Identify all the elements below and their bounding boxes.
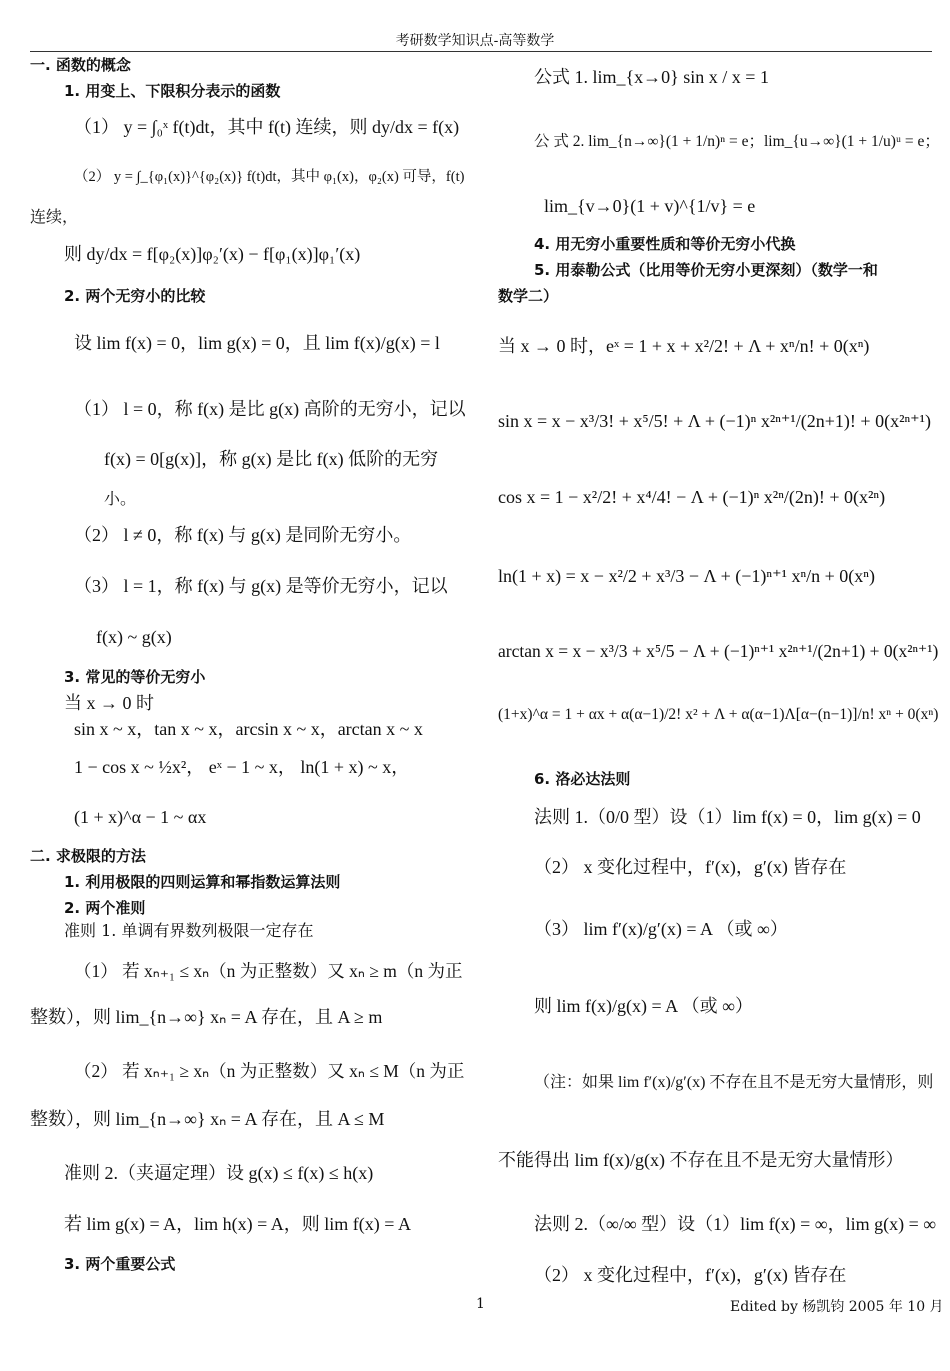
text-line: 准则 2.（夹逼定理）设 g(x) ≤ f(x) ≤ h(x)	[64, 1163, 374, 1183]
heading-line: 3. 两个重要公式	[64, 1255, 176, 1273]
text-line: arctan x = x − x³/3 + x⁵/5 − Λ + (−1)ⁿ⁺¹ x²ⁿ⁺¹/(2n+1) + 0(x²ⁿ⁺¹)	[498, 641, 939, 661]
text-line: 法则 1.（0/0 型）设（1）lim f(x) = 0，lim g(x) = 0	[534, 807, 921, 827]
footer-editor: Edited by 杨凯钧 2005 年 10 月	[730, 1299, 944, 1315]
text-line: f(x) ~ g(x)	[96, 627, 172, 647]
heading-line: 二. 求极限的方法	[30, 847, 146, 865]
heading-line: 4. 用无穷小重要性质和等价无穷小代换	[534, 235, 796, 253]
heading-line: 2. 两个准则	[64, 899, 146, 917]
text-line: （2） 若 xₙ₊₁ ≥ xₙ（n 为正整数）又 xₙ ≤ M（n 为正	[74, 1061, 465, 1081]
text-line: lim_{v→0}(1 + v)^{1/v} = e	[544, 196, 756, 216]
page-number: 1	[476, 1296, 485, 1312]
text-line: ln(1 + x) = x − x²/2 + x³/3 − Λ + (−1)ⁿ⁺¹ xⁿ/n + 0(xⁿ)	[498, 566, 875, 586]
text-line: 公 式 2. lim_{n→∞}(1 + 1/n)ⁿ = e；lim_{u→∞}(1 + 1/u)ᵘ = e；	[534, 133, 940, 150]
text-line: （2） x 变化过程中，f′(x)，g′(x) 皆存在	[534, 857, 847, 877]
heading-line: 3. 常见的等价无穷小	[64, 668, 206, 686]
text-line: （注：如果 lim f′(x)/g′(x) 不存在且不是无穷大量情形，则	[534, 1074, 934, 1091]
text-line: (1 + x)^α − 1 ~ αx	[74, 807, 207, 827]
text-line: 设 lim f(x) = 0，lim g(x) = 0，且 lim f(x)/g(x) = l	[74, 333, 440, 353]
text-line: 连续，	[30, 207, 79, 226]
heading-line: 1. 利用极限的四则运算和幂指数运算法则	[64, 873, 341, 891]
text-line: (1+x)^α = 1 + αx + α(α−1)/2! x² + Λ + α(α−1)Λ[α−(n−1)]/n! xⁿ + 0(xⁿ)	[498, 706, 939, 723]
text-line: 不能得出 lim f(x)/g(x) 不存在且不是无穷大量情形）	[498, 1150, 904, 1170]
heading-line: 一. 函数的概念	[30, 56, 131, 74]
text-line: 1 − cos x ~ ½x²， eˣ − 1 ~ x， ln(1 + x) ~ x，	[74, 757, 410, 777]
text-line: 法则 2.（∞/∞ 型）设（1）lim f(x) = ∞，lim g(x) = ∞	[534, 1214, 937, 1234]
text-line: （2） l ≠ 0，称 f(x) 与 g(x) 是同阶无穷小。	[74, 525, 412, 545]
text-line: cos x = 1 − x²/2! + x⁴/4! − Λ + (−1)ⁿ x²ⁿ/(2n)! + 0(x²ⁿ)	[498, 487, 886, 507]
text-line: 整数），则 lim_{n→∞} xₙ = A 存在，且 A ≤ M	[30, 1109, 385, 1129]
text-line: （2） x 变化过程中，f′(x)，g′(x) 皆存在	[534, 1265, 847, 1285]
text-line: sin x ~ x，tan x ~ x，arcsin x ~ x，arctan x ~ x	[74, 719, 423, 739]
text-line: 准则 1. 单调有界数列极限一定存在	[64, 921, 314, 940]
heading-line: 5. 用泰勒公式（比用等价无穷小更深刻）（数学一和	[534, 261, 878, 279]
text-line: 则 lim f(x)/g(x) = A （或 ∞）	[534, 996, 753, 1016]
page-header: 考研数学知识点-高等数学	[395, 33, 555, 49]
text-line: 若 lim g(x) = A，lim h(x) = A，则 lim f(x) = A	[64, 1214, 411, 1234]
text-line: （1） 若 xₙ₊₁ ≤ xₙ（n 为正整数）又 xₙ ≥ m（n 为正	[74, 961, 463, 981]
text-line: （2） y = ∫_{φ₁(x)}^{φ₂(x)} f(t)dt，其中 φ₁(x)，φ₂(x) 可导，f(t)	[74, 169, 465, 185]
header-rule	[30, 51, 932, 52]
text-line: sin x = x − x³/3! + x⁵/5! + Λ + (−1)ⁿ x²ⁿ⁺¹/(2n+1)! + 0(x²ⁿ⁺¹)	[498, 411, 932, 431]
text-line: 小。	[104, 489, 137, 508]
text-line: （1） l = 0，称 f(x) 是比 g(x) 高阶的无穷小，记以	[74, 399, 466, 419]
text-line: 当 x → 0 时，eˣ = 1 + x + x²/2! + Λ + xⁿ/n! + 0(xⁿ)	[498, 336, 870, 356]
heading-line: 2. 两个无穷小的比较	[64, 287, 206, 305]
text-line: 公式 1. lim_{x→0} sin x / x = 1	[534, 67, 769, 87]
text-line: f(x) = 0[g(x)]，称 g(x) 是比 f(x) 低阶的无穷	[104, 449, 439, 469]
heading-line: 数学二）	[498, 287, 559, 305]
text-line: （3） lim f′(x)/g′(x) = A （或 ∞）	[534, 919, 788, 939]
text-line: （3） l = 1，称 f(x) 与 g(x) 是等价无穷小，记以	[74, 576, 448, 596]
text-line: 当 x → 0 时	[64, 693, 154, 713]
text-line: 整数），则 lim_{n→∞} xₙ = A 存在，且 A ≥ m	[30, 1007, 383, 1027]
text-line: （1） y = ∫₀ˣ f(t)dt，其中 f(t) 连续，则 dy/dx = f(x)	[74, 117, 460, 137]
heading-line: 1. 用变上、下限积分表示的函数	[64, 82, 281, 100]
heading-line: 6. 洛必达法则	[534, 770, 631, 788]
text-line: 则 dy/dx = f[φ₂(x)]φ₂′(x) − f[φ₁(x)]φ₁′(x)	[64, 244, 361, 264]
